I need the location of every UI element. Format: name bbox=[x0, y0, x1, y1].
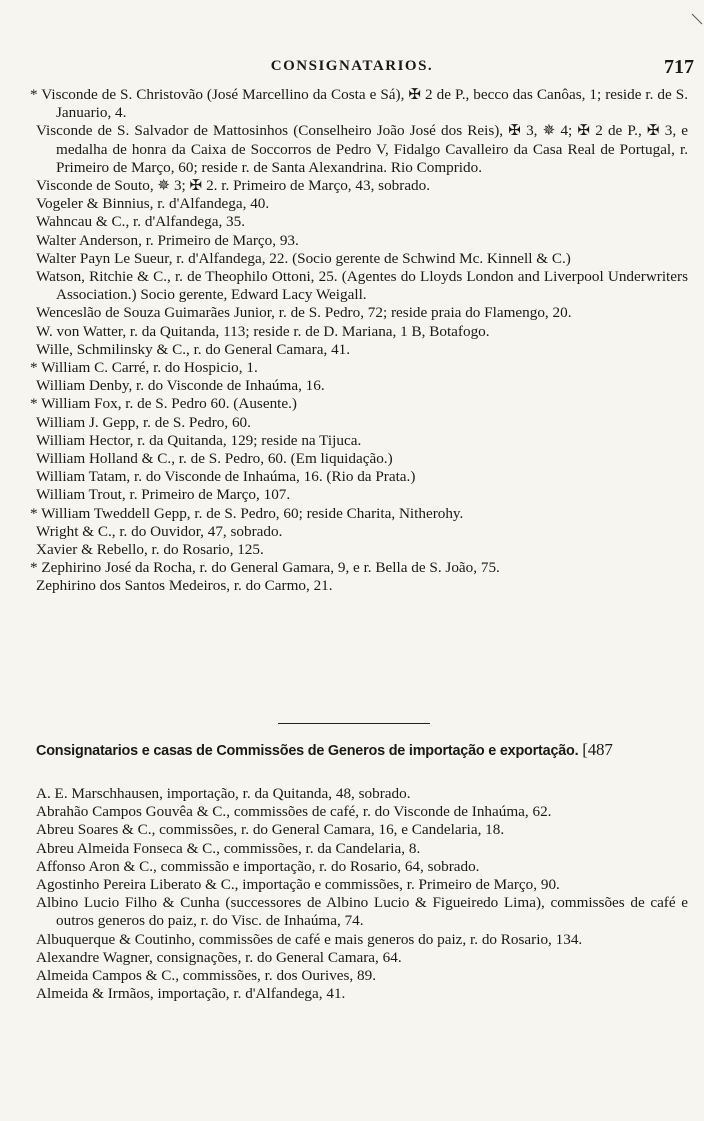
list-item: Xavier & Rebello, r. do Rosario, 125. bbox=[36, 541, 264, 559]
list-item: William Denby, r. do Visconde de Inhaúma, 16. bbox=[36, 377, 325, 395]
list-item: * Zephirino José da Rocha, r. do General Gamara, 9, e r. Bella de S. João, 75. bbox=[30, 559, 500, 577]
list-item: Albuquerque & Coutinho, commissões de café e mais generos do paiz, r. do Rosario, 134. bbox=[36, 930, 583, 948]
list-item: Walter Payn Le Sueur, r. d'Alfandega, 22. (Socio gerente de Schwind Mc. Kinnell & C.) bbox=[36, 249, 571, 267]
section-heading bbox=[36, 740, 692, 760]
corner-mark bbox=[690, 0, 704, 30]
list-item: Wille, Schmilinsky & C., r. do General Camara, 41. bbox=[36, 340, 351, 358]
list-item: William J. Gepp, r. de S. Pedro, 60. bbox=[36, 413, 251, 431]
list-item: Abreu Soares & C., commissões, r. do General Camara, 16, e Candelaria, 18. bbox=[36, 821, 505, 839]
list-item: Almeida Campos & C., commissões, r. dos Ourives, 89. bbox=[36, 967, 377, 985]
entry-list-w-z bbox=[30, 86, 688, 596]
list-item: Watson, Ritchie & C., r. de Theophilo Ottoni, 25. (Agentes do Lloyds London and Liverpool Underwriters Association.) Socio gerente, Edward Lacy Weigall. bbox=[36, 268, 688, 304]
list-item: Affonso Aron & C., commissão e importação, r. do Rosario, 64, sobrado. bbox=[36, 857, 480, 875]
list-item: Wright & C., r. do Ouvidor, 47, sobrado. bbox=[36, 522, 283, 540]
list-item: William Hector, r. da Quitanda, 129; reside na Tijuca. bbox=[36, 431, 362, 449]
section-heading-text: Consignatarios e casas de Commissões de Generos de importação e exportação. bbox=[36, 743, 579, 759]
list-item: William Trout, r. Primeiro de Março, 107. bbox=[36, 486, 291, 504]
list-item: Wahncau & C., r. d'Alfandega, 35. bbox=[36, 213, 246, 231]
list-item: Visconde de S. Salvador de Mattosinhos (Conselheiro João José dos Reis), ✠ 3, ✵ 4; ✠ 2 de P., ✠ 3, e medalha de honra da Caixa de Soccorros de Pedro V, Fidalgo Cavalleiro da Casa Real de Portugal, r. Primeiro de Março, 60; reside r. de Santa Alexandrina. Rio Comprido. bbox=[36, 122, 688, 176]
list-item: Abreu Almeida Fonseca & C., commissões, r. da Candelaria, 8. bbox=[36, 839, 421, 857]
list-item: Wenceslão de Souza Guimarães Junior, r. de S. Pedro, 72; reside praia do Flamengo, 20. bbox=[36, 304, 572, 322]
list-item: A. E. Marschhausen, importação, r. da Quitanda, 48, sobrado. bbox=[36, 785, 411, 802]
section-heading-ref: [487 bbox=[582, 740, 613, 759]
list-item: Vogeler & Binnius, r. d'Alfandega, 40. bbox=[36, 195, 270, 213]
list-item: Walter Anderson, r. Primeiro de Março, 93. bbox=[36, 231, 299, 249]
running-header bbox=[0, 56, 704, 84]
list-item: * William C. Carré, r. do Hospicio, 1. bbox=[30, 359, 258, 377]
list-item: Alexandre Wagner, consignações, r. do General Camara, 64. bbox=[36, 948, 402, 966]
page-number: 717 bbox=[664, 56, 694, 78]
list-item: Agostinho Pereira Liberato & C., importação e commissões, r. Primeiro de Março, 90. bbox=[36, 876, 560, 894]
list-item: Almeida & Irmãos, importação, r. d'Alfandega, 41. bbox=[36, 985, 346, 1003]
list-item: Visconde de Souto, ✵ 3; ✠ 2. r. Primeiro de Março, 43, sobrado. bbox=[36, 177, 431, 195]
page-title: CONSIGNATARIOS. bbox=[270, 58, 434, 74]
list-item: * Visconde de S. Christovão (José Marcellino da Costa e Sá), ✠ 2 de P., becco das Canôas, 1; reside r. de S. Januario, 4. bbox=[30, 86, 688, 122]
list-item: * William Fox, r. de S. Pedro 60. (Ausente.) bbox=[30, 395, 297, 413]
section-divider bbox=[278, 723, 430, 724]
list-item: W. von Watter, r. da Quitanda, 113; reside r. de D. Mariana, 1 B, Botafogo. bbox=[36, 322, 490, 340]
list-item: Abrahão Campos Gouvêa & C., commissões de café, r. do Visconde de Inhaúma, 62. bbox=[36, 803, 552, 821]
list-item: William Holland & C., r. de S. Pedro, 60. (Em liquidação.) bbox=[36, 450, 393, 468]
list-item: * William Tweddell Gepp, r. de S. Pedro, 60; reside Charita, Nitherohy. bbox=[30, 504, 464, 522]
list-item: Albino Lucio Filho & Cunha (successores de Albino Lucio & Figueiredo Lima), commissões de café e outros generos do paiz, r. do Visc. de Inhaúma, 74. bbox=[36, 894, 688, 930]
list-item: William Tatam, r. do Visconde de Inhaúma, 16. (Rio da Prata.) bbox=[36, 468, 416, 486]
entry-list-commissions bbox=[36, 785, 688, 1003]
list-item: Zephirino dos Santos Medeiros, r. do Carmo, 21. bbox=[36, 577, 333, 595]
